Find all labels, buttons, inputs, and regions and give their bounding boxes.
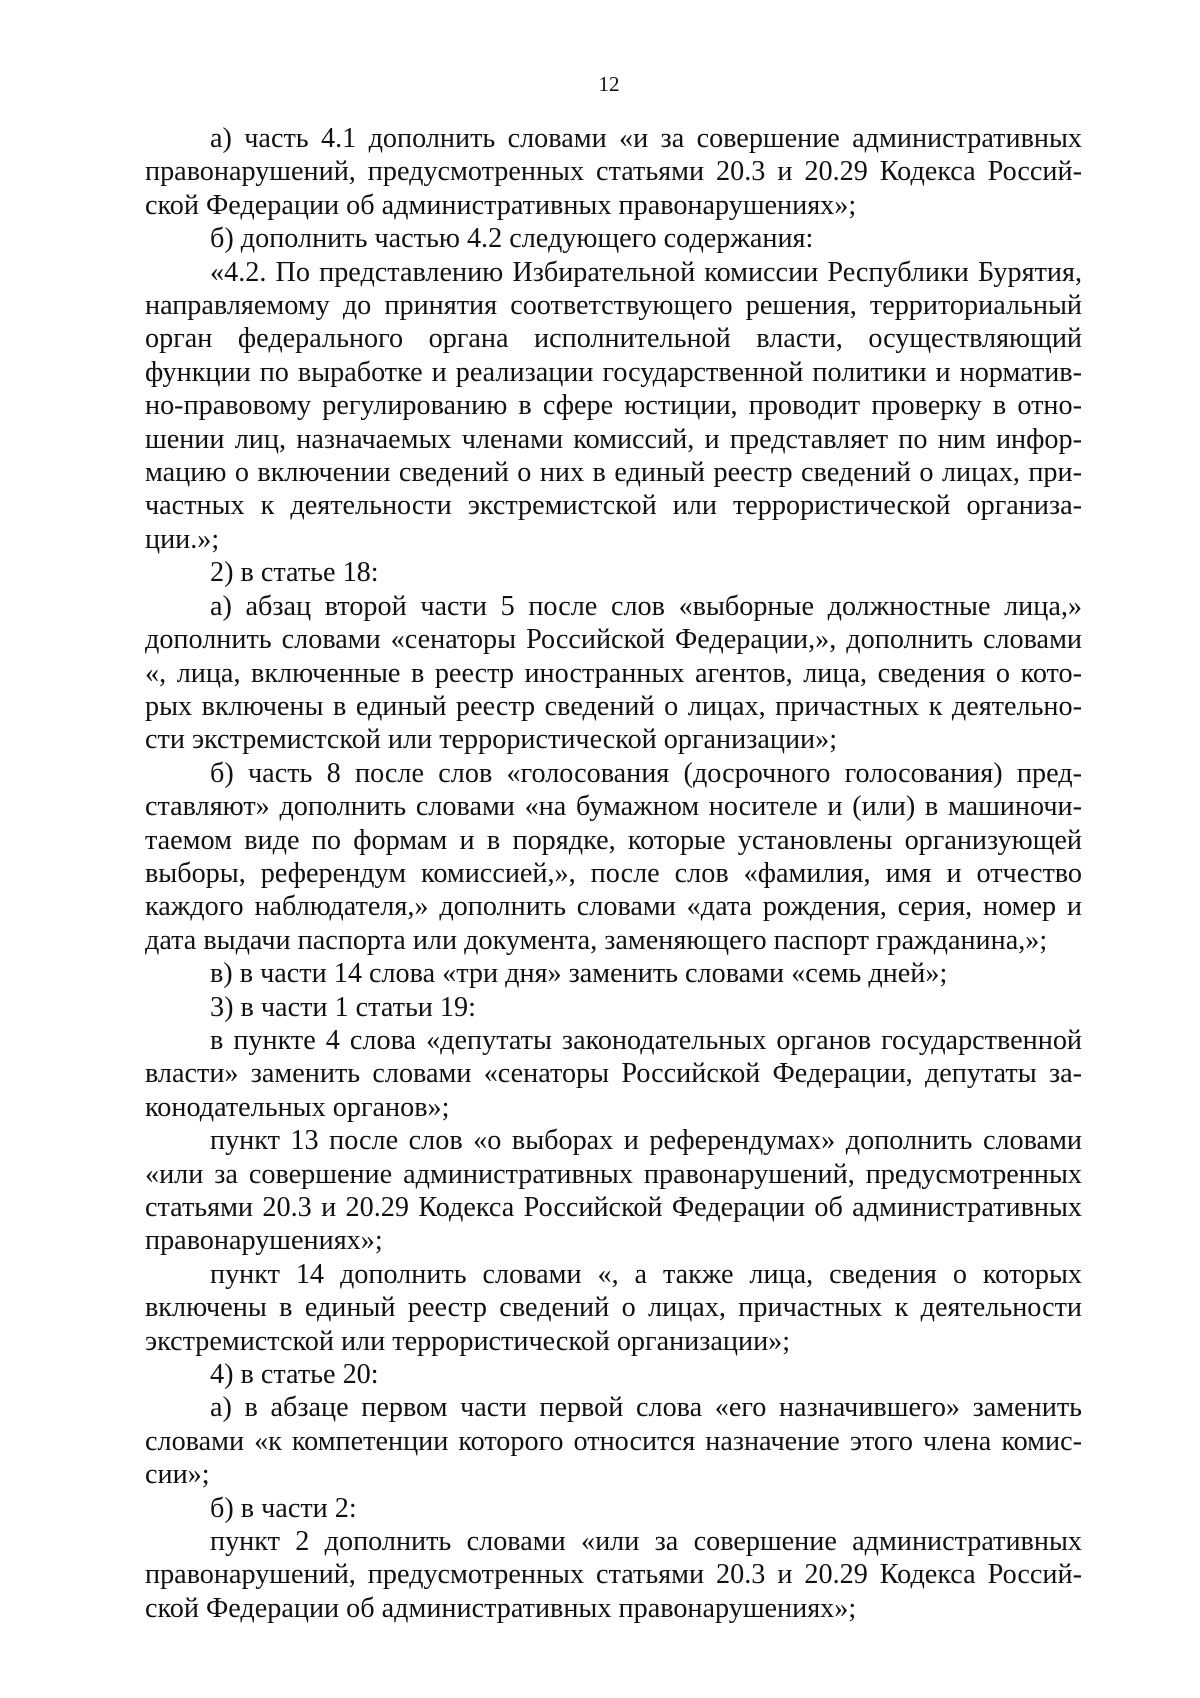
paragraph: в пункте 4 слова «депутаты законодательных органов государственной власти» заменить словами «сенаторы Российской Федерации, депутаты законодательных органов»; <box>145 1024 1082 1123</box>
paragraph: а) в абзаце первом части первой слова «его назначившего» заменить словами «к компетенции которого относится назначение этого члена комиссии»; <box>145 1392 1082 1491</box>
paragraph: б) часть 8 после слов «голосования (досрочного голосования) представляют» дополнить словами «на бумажном носителе и (или) в машиночитаемом виде по формам и в порядке, которые установлены организующей выборы, референдум комиссией,», после слов «фамилия, имя и отчество каждого наблюдателя,» дополнить словами «дата рождения, серия, номер и дата выдачи паспорта или документа, заменяющего паспорт гражданина,»; <box>145 757 1082 956</box>
document-body <box>145 122 1082 1625</box>
paragraph: 2) в статье 18: <box>210 557 379 589</box>
paragraph: б) в части 2: <box>210 1492 357 1524</box>
paragraph: в) в части 14 слова «три дня» заменить словами «семь дней»; <box>210 958 948 990</box>
paragraph: «4.2. По представлению Избирательной комиссии Республики Бурятия, направляемому до принятия соответствующего решения, территориальный орган федерального органа исполнительной власти, осуществляющий функции по выработке и реализации государственной политики и нормативно-правовому регулированию в сфере юстиции, проводит проверку в отношении лиц, назначаемых членами комиссий, и представляет по ним информацию о включении сведений о них в единый реестр сведений о лицах, причастных к деятельности экстремистской или террористической организации.»; <box>145 256 1082 555</box>
paragraph: пункт 14 дополнить словами «, а также лица, сведения о которых включены в единый реестр сведений о лицах, причастных к деятельности экстремистской или террористической организации»; <box>145 1258 1082 1357</box>
page-number: 12 <box>598 72 620 96</box>
paragraph: б) дополнить частью 4.2 следующего содержания: <box>210 223 814 255</box>
paragraph: 3) в части 1 статьи 19: <box>210 991 476 1023</box>
paragraph: а) часть 4.1 дополнить словами «и за совершение административных правонарушений, предусмотренных статьями 20.3 и 20.29 Кодекса Российской Федерации об административных правонарушениях»; <box>145 123 1082 221</box>
paragraph: пункт 2 дополнить словами «или за совершение административных правонарушений, предусмотренных статьями 20.3 и 20.29 Кодекса Российской Федерации об административных правонарушениях»; <box>145 1526 1082 1624</box>
paragraph: пункт 13 после слов «о выборах и референдумах» дополнить словами «или за совершение административных правонарушений, предусмотренных статьями 20.3 и 20.29 Кодекса Российской Федерации об административных правонарушениях»; <box>145 1125 1082 1257</box>
paragraph: а) абзац второй части 5 после слов «выборные должностные лица,» дополнить словами «сенаторы Российской Федерации,», дополнить словами «, лица, включенные в реестр иностранных агентов, лица, сведения о которых включены в единый реестр сведений о лицах, причастных к деятельности экстремистской или террористической организации»; <box>145 590 1082 756</box>
paragraph: 4) в статье 20: <box>210 1359 379 1391</box>
